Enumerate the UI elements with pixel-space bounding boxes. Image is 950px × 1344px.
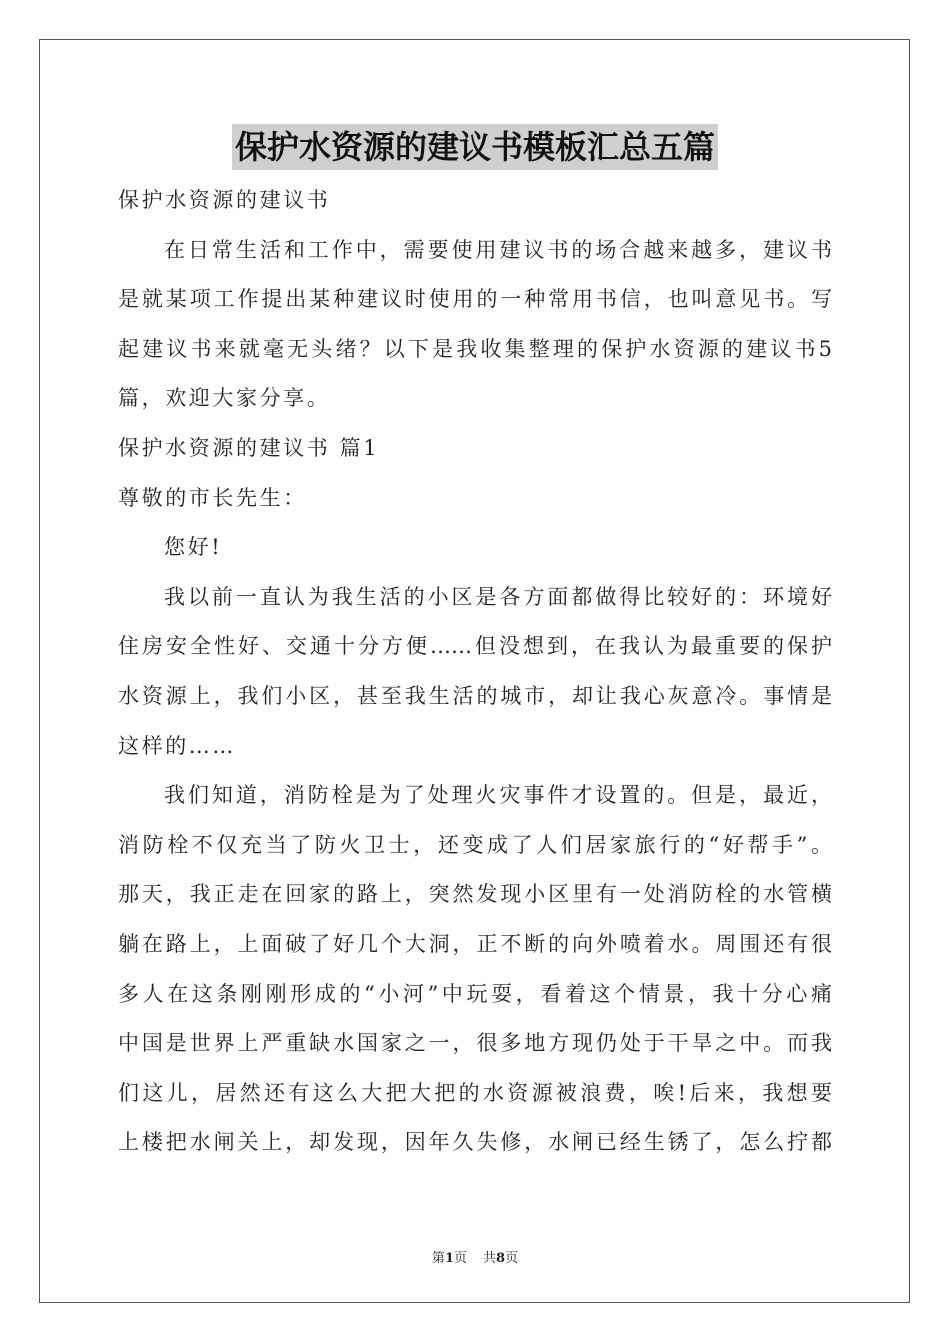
text-line: 保护水资源的建议书 xyxy=(118,188,331,212)
page-prefix: 第 xyxy=(431,1251,445,1266)
text-line: 水资源上，我们小区，甚至我生活的城市，却让我心灰意冷。事情是 xyxy=(118,683,832,708)
document-body xyxy=(118,176,832,1168)
page-current: 1 xyxy=(444,1251,454,1266)
text-line: 上楼把水闸关上，却发现，因年久失修，水闸已经生锈了，怎么拧都 xyxy=(118,1130,832,1155)
text-line: 多人在这条刚刚形成的“小河”中玩耍，看着这个情景，我十分心痛 xyxy=(118,981,832,1006)
text-line: 您好! xyxy=(164,535,223,560)
text-line: 起建议书来就毫无头绪？以下是我收集整理的保护水资源的建议书5 xyxy=(118,336,832,361)
text-line: 躺在路上，上面破了好几个大洞，正不断的向外喷着水。周围还有很 xyxy=(118,931,832,956)
document-title xyxy=(0,124,950,170)
page-footer xyxy=(0,1247,950,1266)
text-line: 们这儿，居然还有这么大把大把的水资源被浪费，唉!后来，我想要 xyxy=(118,1080,832,1105)
text-line: 保护水资源的建议书 篇1 xyxy=(118,435,380,460)
page-suffix: 页 xyxy=(453,1251,467,1266)
text-line: 中国是世界上严重缺水国家之一，很多地方现仍处于干旱之中。而我 xyxy=(118,1031,832,1056)
total-suffix: 页 xyxy=(505,1251,519,1266)
text-line: 尊敬的市长先生： xyxy=(118,485,307,510)
text-line: 在日常生活和工作中，需要使用建议书的场合越来越多，建议书 xyxy=(164,237,832,262)
text-line: 这样的…… xyxy=(118,733,236,758)
text-line: 那天，我正走在回家的路上，突然发现小区里有一处消防栓的水管横 xyxy=(118,882,832,907)
text-line: 消防栓不仅充当了防火卫士，还变成了人们居家旅行的“好帮手”。 xyxy=(118,832,832,857)
text-line: 篇，欢迎大家分享。 xyxy=(118,386,331,411)
text-line: 我们知道，消防栓是为了处理火灾事件才设置的。但是，最近， xyxy=(164,783,832,808)
text-line: 住房安全性好、交通十分方便……但没想到，在我认为最重要的保护 xyxy=(118,634,832,659)
document-title-text: 保护水资源的建议书模板汇总五篇 xyxy=(232,124,718,170)
text-line: 我以前一直认为我生活的小区是各方面都做得比较好的：环境好 xyxy=(164,584,832,609)
text-line: 是就某项工作提出某种建议时使用的一种常用书信，也叫意见书。写 xyxy=(118,287,832,312)
total-prefix: 共 xyxy=(483,1251,497,1266)
page-total: 8 xyxy=(496,1251,506,1266)
